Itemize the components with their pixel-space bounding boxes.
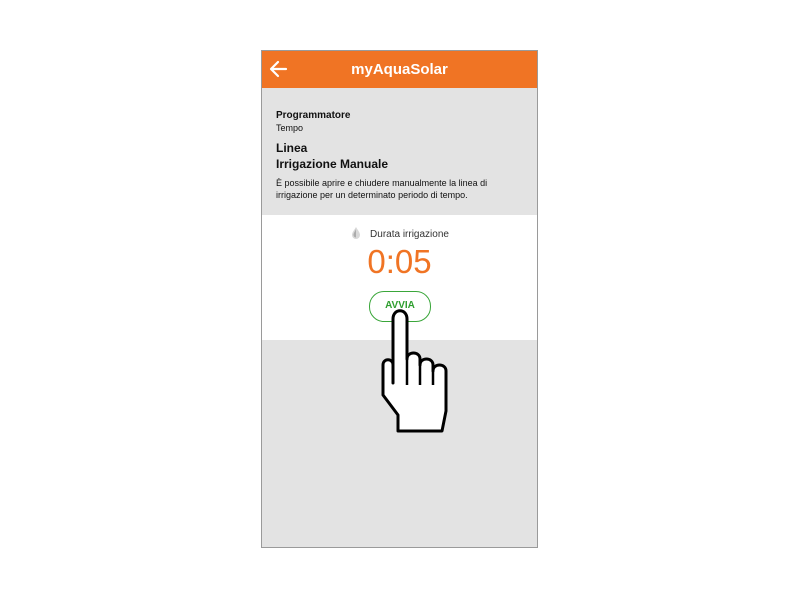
- info-section: [276, 110, 526, 201]
- start-button[interactable]: AVVIA: [369, 291, 431, 322]
- water-drop-icon: [350, 226, 362, 240]
- app-bar: [262, 51, 537, 88]
- app-title: myAquaSolar: [351, 61, 448, 78]
- duration-label: Durata irrigazione: [370, 229, 449, 240]
- phone-screen: [261, 50, 538, 548]
- section-title: Irrigazione Manuale: [276, 157, 389, 171]
- duration-value[interactable]: 0:05: [367, 243, 432, 280]
- duration-card: [262, 215, 537, 340]
- line-title: Linea: [276, 141, 308, 155]
- breadcrumb-secondary: Tempo: [276, 123, 304, 133]
- breadcrumb-primary: Programmatore: [276, 110, 351, 121]
- description-text: È possibile aprire e chiudere manualmente la linea di irrigazione per un determinato periodo di tempo.: [276, 178, 488, 200]
- duration-row: [262, 226, 537, 240]
